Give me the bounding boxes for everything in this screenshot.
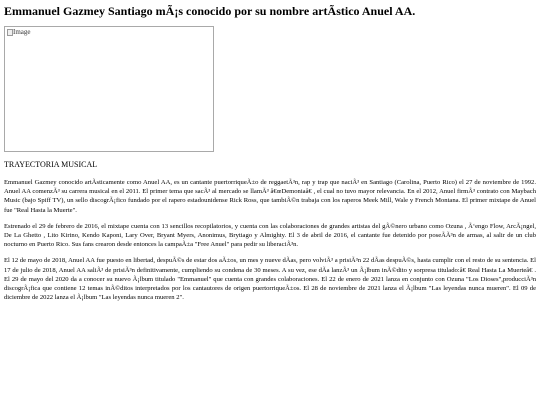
image-alt-text: Image	[13, 28, 31, 36]
paragraph-intro: Emmanuel Gazmey conocido artÃsticamente como Anuel AA, es un cantante puertorriqueÃ±o de reggaetÃ³n, rap y trap que naciÃ³ en Santiago (Carolina, Puerto Rico) el 27 de noviembre de 1992. Anuel AA comenzÃ³ su carrera musical en el 2011. El primer tema que sacÃ³ al mercado se llamÃ³ â€œDemoniaâ€ , el cual no tuvo mayor relevancia. En el 2012, Anuel firmÃ³ contrato con Maybach Music (bajo Spiff TV), un sello discogrÃ¡fico fundado por el rapero estadounidense Rick Ross, que tambiÃ©n trabaja con los raperos Meek Mill, Wale y French Montana. El primer mixtape de Anuel fue "Real Hasta la Muerte".	[4, 179, 536, 214]
page-title: Emmanuel Gazmey Santiago mÃ¡s conocido por su nombre artÃstico Anuel AA.	[4, 4, 416, 18]
broken-image	[4, 26, 214, 152]
paragraph-release: El 12 de mayo de 2018, Anuel AA fue puesto en libertad, despuÃ©s de estar dos aÃ±os, un mes y nueve dÃas, pero volviÃ³ a prisiÃ³n 22 dÃas despuÃ©s, hasta cumplir con el resto de su sentencia. El 17 de julio de 2018, Anuel AA saliÃ³ de prisiÃ³n definitivamente, cumpliendo su condena de 30 meses. A su vez, ese dÃa lanzÃ³ un Ã¡lbum inÃ©dito y sorpresa titulado:â€ Real Hasta La Muerteâ€ . El 29 de mayo del 2020 da a conocer su nuevo Ã¡lbum titulado "Emmanuel" que cuenta con grandes colaboraciones. El 22 de enero de 2021 lanza en conjunto con Ozuna "Los Dioses",producciÃ³n discogrÃ¡fica que contiene 12 temas inÃ©ditos interpretados por los cantautores de origen puertorriqueÃ±os. El 28 de noviembre de 2021 lanza el Ã¡lbum "Las leyendas nunca mueren". El 09 de diciembre de 2022 lanza el Ã¡lbum "Las leyendas nunca mueren 2".	[4, 257, 536, 302]
paragraph-mixtape: Estrenado el 29 de febrero de 2016, el mixtape cuenta con 13 sencillos recopilatorios, y cuenta con las colaboraciones de grandes artistas del gÃ©nero urbano como Ozuna , Ã‘engo Flow, ArcÃ¡ngel, De La Ghetto , Lito Kirino, Kendo Kaponi, Lary Over, Bryant Myers, Anonimus, Brytiago y Almighty. El 3 de abril de 2016, el cantante fue detenido por poseÃÃ³n de armas, al salir de un club nocturno en Puerto Rico. Sus fans crearon desde entonces la campaÃ±a "Free Anuel" para pedir su liberaciÃ³n.	[4, 222, 536, 249]
section-heading: TRAYECTORIA MUSICAL	[4, 160, 98, 169]
